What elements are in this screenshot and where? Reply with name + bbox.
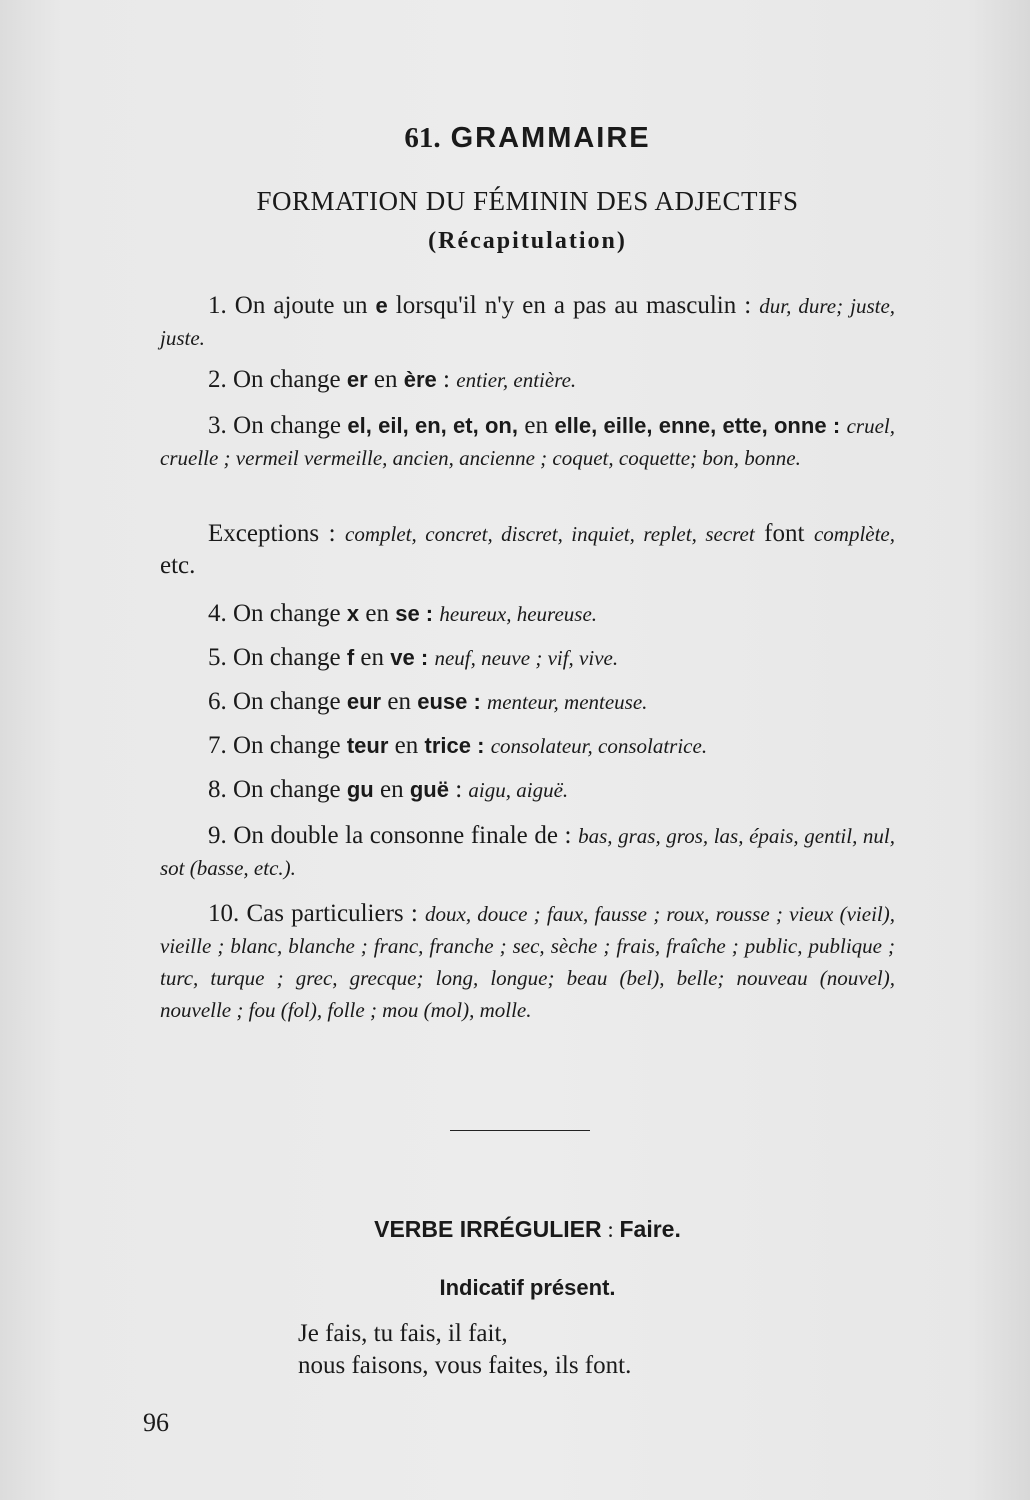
verb-title-label: VERBE IRRÉGULIER [374, 1216, 602, 1242]
exceptions-label: Exceptions : [208, 520, 346, 547]
exceptions-end: etc. [160, 552, 196, 579]
rule-number: 5. [208, 644, 227, 671]
rule-examples: cruel, cruelle ; vermeil vermeille, ancien, ancienne ; coquet, coquette; bon, bonne. [160, 414, 895, 470]
rule-text: On ajoute un [234, 292, 376, 319]
rule-text: en [517, 412, 555, 439]
rule-text: : [448, 776, 469, 803]
rule-examples: consolateur, consolatrice. [490, 734, 708, 758]
verb-title [160, 1216, 895, 1243]
rule-text: Cas particuliers : [246, 900, 426, 927]
rule-text: On change [233, 688, 347, 715]
conjugation-line-2: nous faisons, vous faites, ils font. [298, 1352, 632, 1379]
rule-bold: f [346, 645, 355, 670]
rule-number: 3. [208, 412, 227, 439]
rule-examples: heureux, heureuse. [439, 602, 598, 626]
rule-text: en [381, 688, 418, 715]
rule-7 [160, 730, 895, 762]
exceptions-words: complet, concret, discret, inquiet, replet, secret [345, 522, 755, 546]
rule-bold: se : [395, 601, 434, 626]
rule-text: On change [233, 776, 347, 803]
section-divider [450, 1130, 590, 1131]
rule-text: en [367, 366, 404, 393]
exceptions-result: complète, [813, 522, 895, 546]
exceptions [160, 518, 895, 582]
rule-text: On change [233, 600, 347, 627]
rule-text: en [354, 644, 391, 671]
rule-bold: ve : [390, 645, 429, 670]
verb-title-verb: Faire. [619, 1216, 681, 1242]
rule-text: On change [233, 644, 347, 671]
rule-bold: guë [409, 777, 449, 802]
section-subtitle: FORMATION DU FÉMININ DES ADJECTIFS [256, 186, 799, 216]
rule-number: 7. [208, 732, 227, 759]
rule-text: en [373, 776, 410, 803]
rule-examples: neuf, neuve ; vif, vive. [434, 646, 619, 670]
rule-text: On change [233, 732, 347, 759]
rule-bold: elle, eille, enne, ette, onne : [554, 413, 841, 438]
rule-number: 8. [208, 776, 227, 803]
page-number: 96 [143, 1408, 169, 1437]
rule-5 [160, 642, 895, 674]
rule-9 [160, 820, 895, 884]
rule-examples: bas, gras, gros, las, épais, gentil, nul, sot (basse, etc.). [160, 824, 896, 880]
rule-bold: trice : [424, 733, 485, 758]
rule-text: On change [233, 366, 347, 393]
rule-bold: e [375, 293, 388, 318]
rule-bold: x [346, 601, 360, 626]
rule-6 [160, 686, 895, 718]
rule-bold: eur [346, 689, 382, 714]
recap-heading: (Récapitulation) [428, 228, 627, 254]
rule-3 [160, 410, 895, 474]
section-title-text: GRAMMAIRE [450, 122, 651, 154]
rule-number: 6. [208, 688, 227, 715]
rule-text: On double la consonne finale de : [233, 822, 579, 849]
rule-examples: doux, douce ; faux, fausse ; roux, rousse ; vieux (vieil), vieille ; blanc, blanche ; franc, franche ; sec, sèche ; frais, fraîche ; public, publique ; turc, turque ; grec, grecque; long, longue; beau (bel), belle; nouveau (nouvel), nouvelle ; fou (fol), folle ; mou (mol), molle. [160, 902, 895, 1022]
rule-bold: er [346, 367, 368, 392]
section-title [160, 122, 895, 155]
rule-1 [160, 290, 895, 354]
rule-examples: menteur, menteuse. [487, 690, 648, 714]
verb-tense: Indicatif présent. [439, 1275, 616, 1300]
rule-text: : [436, 366, 457, 393]
verb-title-separator: : [601, 1217, 620, 1242]
exceptions-middle: font [754, 520, 814, 547]
rule-number: 10. [208, 900, 240, 927]
rule-bold: teur [346, 733, 389, 758]
rule-examples: dur, dure; juste, juste. [160, 294, 896, 350]
rule-number: 1. [208, 292, 227, 319]
rule-text: lorsqu'il n'y en a pas au masculin : [387, 292, 760, 319]
rule-examples: aigu, aiguë. [468, 778, 569, 802]
section-number: 61. [404, 122, 441, 154]
rule-text: en [359, 600, 396, 627]
rule-4 [160, 598, 895, 630]
rule-2 [160, 364, 895, 396]
rule-8 [160, 774, 895, 806]
rule-number: 2. [208, 366, 227, 393]
rule-number: 4. [208, 600, 227, 627]
rule-number: 9. [208, 822, 227, 849]
rule-bold: gu [346, 777, 374, 802]
conjugation-line-1: Je fais, tu fais, il fait, [298, 1320, 508, 1347]
rule-bold: euse : [417, 689, 481, 714]
rule-bold: el, eil, en, et, on, [347, 413, 518, 438]
rule-examples: entier, entière. [456, 368, 577, 392]
rule-10 [160, 898, 895, 1026]
rule-bold: ère [403, 367, 437, 392]
rule-text: On change [233, 412, 348, 439]
rule-text: en [388, 732, 425, 759]
